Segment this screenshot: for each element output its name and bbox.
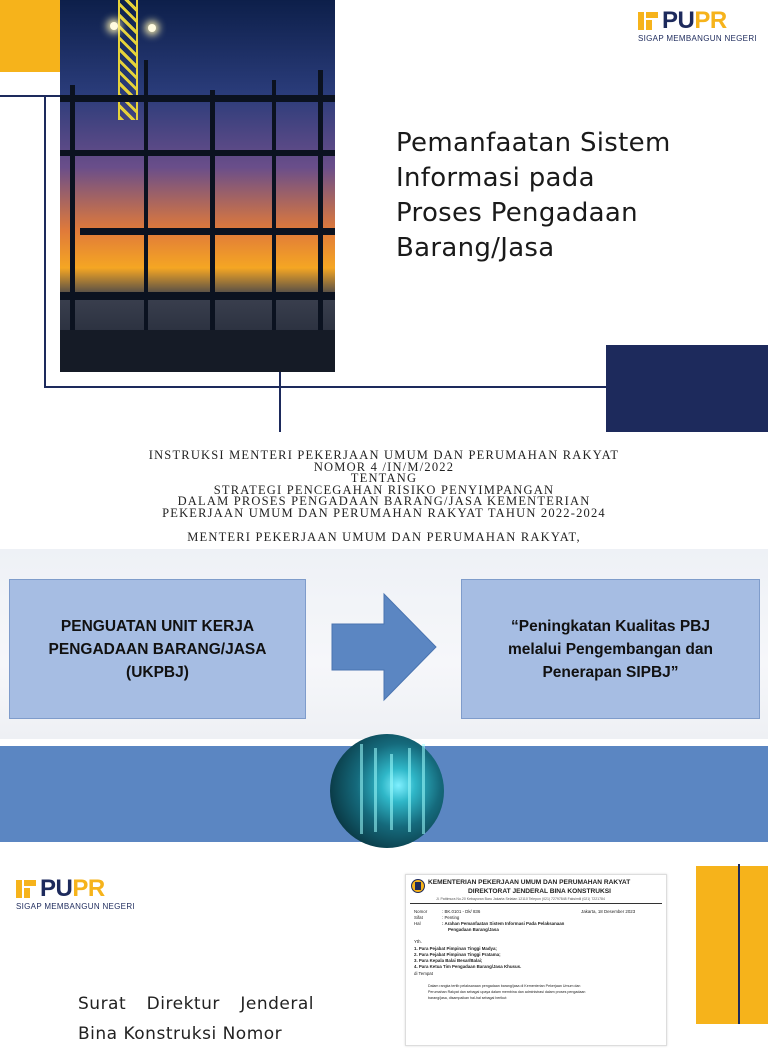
slide-title [0, 0, 768, 432]
accent-navy-block [606, 345, 768, 432]
instruction-header [0, 450, 768, 544]
ministry-emblem-icon [411, 879, 425, 893]
instruction-line: NOMOR 4 /IN/M/2022 [313, 459, 455, 474]
box-line: melalui Pengembangan dan [508, 640, 713, 658]
letter-nomor-label: Nomor [414, 909, 428, 914]
letter-body-line: Dalam rangka tertib pelaksanaan pengadaan barang/jasa di Kementerian Pekerjaan Umum dan [428, 984, 581, 988]
accent-line-bottom [44, 386, 610, 388]
title-line: Informasi pada [396, 163, 595, 193]
logo-tagline: SIGAP MEMBANGUN NEGERI [638, 34, 757, 43]
pupr-mark-icon [16, 878, 38, 900]
logo-tagline: SIGAP MEMBANGUN NEGERI [16, 902, 135, 911]
letter-yth: Yth. [414, 939, 422, 944]
logo-word-pu: PU [40, 875, 73, 902]
letter-recipient: 4. Para Ketua Tim Pengadaan Barang/Jasa Khusus. [414, 964, 522, 969]
surat-description: Surat Direktur Jenderal Bina Konstruksi Nomor [78, 994, 314, 1044]
letter-hal-label: Hal [414, 921, 421, 926]
instruction-line: TENTANG [350, 471, 418, 485]
box-line: Penerapan SIPBJ” [542, 663, 679, 681]
letter-hal-value-2: Pengadaan Barang/Jasa [448, 927, 499, 932]
letter-header-ministry: KEMENTERIAN PEKERJAAN UMUM DAN PERUMAHAN RAKYAT [428, 879, 631, 886]
datacenter-circle-image [330, 734, 444, 848]
pupr-logo [638, 7, 757, 43]
letter-recipient: 3. Para Kepala Balai Besar/Balai; [414, 958, 483, 963]
logo-word-pu: PU [662, 7, 695, 34]
letter-body-line: barang/jasa, disampaikan hal-hal sebagai berikut: [428, 996, 508, 1000]
accent-line-vertical-mid [279, 372, 281, 432]
slide-letter [0, 864, 768, 1044]
construction-photo [60, 0, 335, 372]
title-line: Barang/Jasa [396, 233, 555, 263]
lamp-shape [148, 24, 156, 32]
instruction-line: INSTRUKSI MENTERI PEKERJAAN UMUM DAN PERUMAHAN RAKYAT [148, 448, 620, 462]
letter-date: Jakarta, 18 Desember 2023 [581, 909, 636, 914]
lamp-shape [110, 22, 118, 30]
pupr-mark-icon [638, 10, 660, 32]
ukpbj-box [9, 579, 306, 719]
title-line: Proses Pengadaan [396, 198, 638, 228]
letter-recipient: 2. Para Pejabat Pimpinan Tinggi Pratama; [414, 952, 501, 957]
letter-header-directorate: DIREKTORAT JENDERAL BINA KONSTRUKSI [468, 888, 611, 895]
letter-preview [405, 874, 667, 1046]
letter-recipient: 1. Para Pejabat Pimpinan Tinggi Madya; [414, 946, 497, 951]
letter-sifat-value: : Penting [442, 915, 460, 920]
accent-line-vertical-right [738, 864, 740, 1024]
instruction-line: PEKERJAAN UMUM DAN PERUMAHAN RAKYAT TAHUN 2022-2024 [162, 505, 606, 520]
logo-word-pr: PR [694, 7, 727, 34]
instruction-line: DALAM PROSES PENGADAAN BARANG/JASA KEMENTERIAN [177, 494, 591, 508]
accent-line-vertical-left [44, 97, 46, 388]
logo-word-pr: PR [72, 875, 105, 902]
accent-yellow-block-right [696, 866, 768, 1024]
slide-instruction [0, 432, 768, 864]
letter-nomor-value: : BK.0101 - Dk/ 836 [442, 909, 481, 914]
arrow-right-icon [332, 594, 438, 700]
menteri-line: MENTERI PEKERJAAN UMUM DAN PERUMAHAN RAKYAT, [187, 530, 581, 544]
instruction-line: STRATEGI PENCEGAHAN RISIKO PENYIMPANGAN [213, 482, 555, 497]
sipbj-box [461, 579, 760, 719]
title-line: Pemanfaatan Sistem [396, 128, 671, 158]
box-line: PENGADAAN BARANG/JASA [48, 640, 267, 658]
box-line: PENGUATAN UNIT KERJA [60, 617, 255, 635]
letter-body-line: Perumahan Rakyat dan sebagai upaya dalam membina dan administrasi dalam proses pengadaan [428, 990, 586, 994]
letter-address: Jl. Pattimura No.20 Kebayoran Baru Jakarta Selatan 12110 Telepon (021) 72797848 Faksimili (021) 7221784 [436, 897, 605, 901]
letter-sifat-label: Sifat [414, 915, 423, 920]
letter-hal-value: : Arahan Pemanfaatan Sistem Informasi Pada Pelaksanaan [442, 921, 565, 926]
box-line: (UKPBJ) [126, 663, 189, 681]
letter-tempat: di Tempat [414, 971, 433, 976]
pupr-logo-small [16, 875, 135, 911]
crane-shape [118, 0, 138, 120]
slide-title-text [396, 126, 736, 266]
box-line: “Peningkatan Kualitas PBJ [511, 617, 710, 635]
